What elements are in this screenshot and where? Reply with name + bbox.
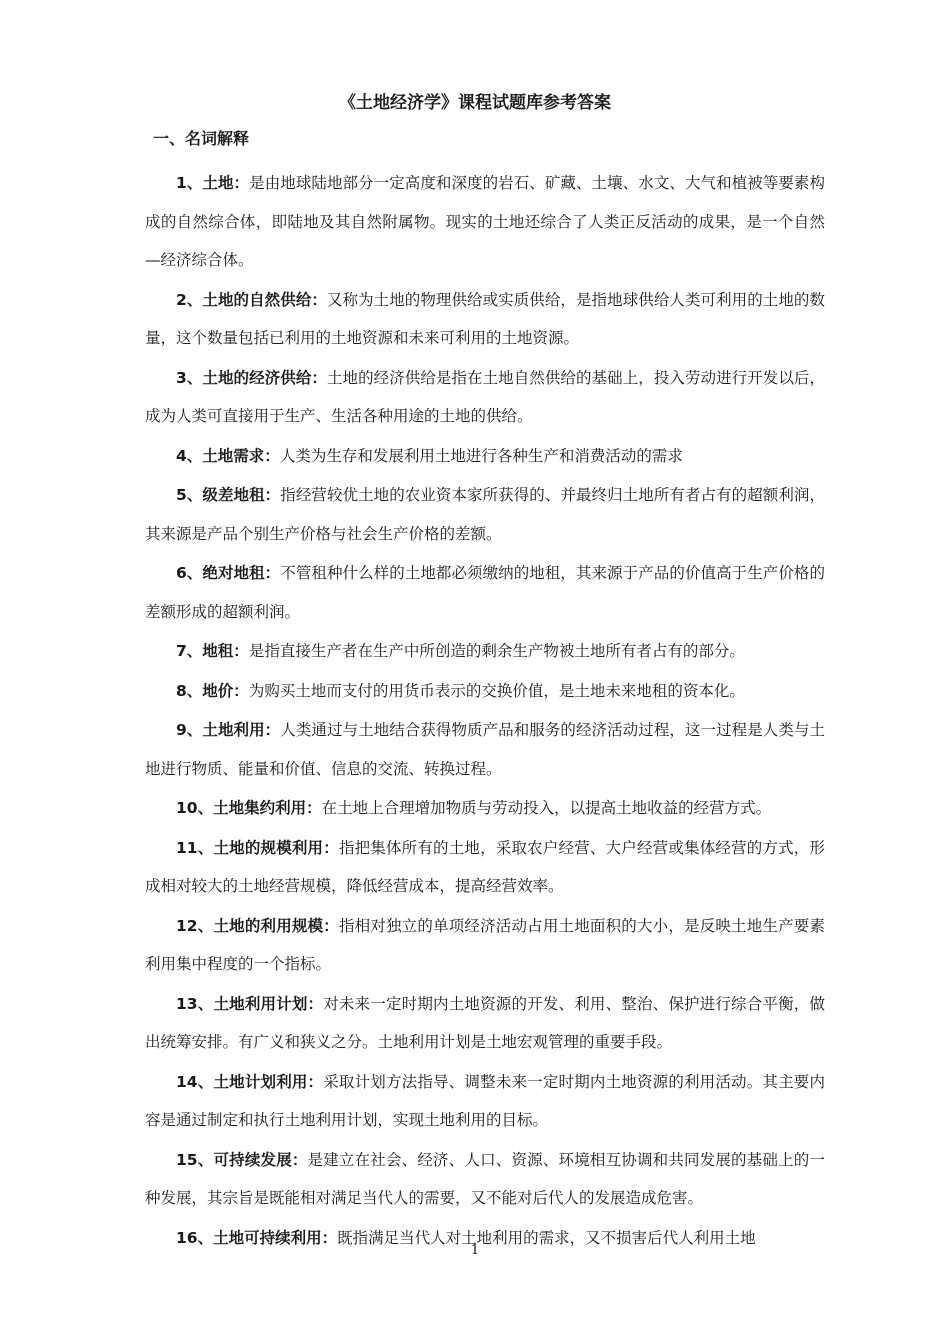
- item-definition: 又称为土地的物理供给或实质供给，是指地球供给人类可利用的土地的数量，这个数量包括已利用的土地资源和未来可利用的土地资源。: [145, 290, 825, 347]
- document-title: 《土地经济学》课程试题库参考答案: [339, 93, 611, 113]
- definition-list: [145, 164, 825, 1258]
- item-definition: 人类为生存和发展利用土地进行各种生产和消费活动的需求: [279, 446, 683, 465]
- item-term: 土地的规模利用：: [213, 838, 339, 857]
- definition-item: [145, 554, 825, 631]
- item-number: 7、: [176, 642, 203, 660]
- item-term: 土地可持续利用：: [213, 1228, 338, 1247]
- definition-item: [145, 632, 825, 671]
- definition-item: [145, 359, 825, 436]
- item-number: 13、: [176, 994, 214, 1013]
- item-term: 绝对地租：: [202, 564, 281, 582]
- item-term: 地价：: [202, 681, 249, 700]
- item-definition: 采取计划方法指导、调整未来一定时期内土地资源的利用活动。其主要内容是通过制定和执行土地利用计划，实现土地利用的目标。: [145, 1072, 825, 1129]
- item-definition: 是指直接生产者在生产中所创造的剩余生产物被土地所有者占有的部分。: [248, 642, 745, 660]
- item-definition: 指经营较优土地的农业资本家所获得的、并最终归土地所有者占有的超额利润，其来源是产品个别生产价格与社会生产价格的差额。: [145, 486, 825, 543]
- item-term: 土地的经济供给：: [202, 368, 327, 387]
- item-number: 15、: [176, 1150, 214, 1169]
- item-number: 8、: [176, 681, 203, 700]
- item-term: 土地的利用规模：: [213, 916, 339, 935]
- item-definition: 是由地球陆地部分一定高度和深度的岩石、矿藏、土壤、水文、大气和植被等要素构成的自然综合体，即陆地及其自然附属物。现实的土地还综合了人类正反活动的成果，是一个自然—经济综合体。: [145, 174, 825, 269]
- item-number: 4、: [176, 446, 203, 465]
- definition-item: [145, 437, 825, 476]
- item-number: 10、: [176, 799, 214, 817]
- page-number: 1: [470, 1243, 480, 1258]
- item-number: 9、: [176, 721, 203, 739]
- item-number: 12、: [176, 916, 214, 935]
- item-definition: 土地的经济供给是指在土地自然供给的基础上，投入劳动进行开发以后，成为人类可直接用于生产、生活各种用途的土地的供给。: [145, 368, 825, 425]
- item-definition: 人类通过与土地结合获得物质产品和服务的经济活动过程，这一过程是人类与土地进行物质、能量和价值、信息的交流、转换过程。: [145, 721, 825, 778]
- definition-item: [145, 985, 825, 1062]
- definition-item: [145, 907, 825, 984]
- item-definition: 既指满足当代人对土地利用的需求，又不损害后代人利用土地: [337, 1228, 756, 1247]
- section-heading: 一、名词解释: [153, 129, 250, 148]
- item-number: 14、: [176, 1072, 214, 1091]
- definition-item: [145, 829, 825, 906]
- item-definition: 为购买土地而支付的用货币表示的交换价值，是土地未来地租的资本化。: [248, 681, 745, 700]
- item-definition: 不管租种什么样的土地都必须缴纳的地租，其来源于产品的价值高于生产价格的差额形成的超额利润。: [145, 564, 825, 621]
- item-definition: 是建立在社会、经济、人口、资源、环境相互协调和共同发展的基础上的一种发展，其宗旨是既能相对满足当代人的需要，又不能对后代人的发展造成危害。: [145, 1150, 825, 1207]
- definition-item: [145, 711, 825, 788]
- item-number: 1、: [176, 174, 203, 192]
- item-definition: 对未来一定时期内土地资源的开发、利用、整治、保护进行综合平衡，做出统筹安排。有广义和狭义之分。土地利用计划是土地宏观管理的重要手段。: [145, 994, 825, 1051]
- item-definition: 在土地上合理增加物质与劳动投入，以提高土地收益的经营方式。: [321, 799, 772, 817]
- item-term: 土地利用计划：: [213, 994, 324, 1013]
- item-term: 土地集约利用：: [213, 799, 322, 817]
- item-number: 11、: [176, 838, 214, 857]
- item-number: 16、: [176, 1228, 214, 1247]
- item-term: 土地计划利用：: [213, 1072, 324, 1091]
- definition-item: [145, 164, 825, 280]
- item-number: 3、: [176, 368, 203, 387]
- item-term: 地租：: [202, 642, 249, 660]
- definition-item: [145, 281, 825, 358]
- item-number: 2、: [176, 290, 203, 309]
- definition-item: [145, 789, 825, 828]
- item-term: 土地：: [202, 174, 250, 192]
- item-definition: 指相对独立的单项经济活动占用土地面积的大小，是反映土地生产要素利用集中程度的一个指标。: [145, 916, 825, 973]
- item-term: 级差地租：: [202, 486, 281, 504]
- item-term: 土地利用：: [202, 721, 281, 739]
- definition-item: [145, 1141, 825, 1218]
- definition-item: [145, 672, 825, 711]
- item-definition: 指把集体所有的土地，采取农户经营、大户经营或集体经营的方式，形成相对较大的土地经营规模，降低经营成本，提高经营效率。: [145, 838, 825, 895]
- item-term: 土地需求：: [202, 446, 280, 465]
- item-number: 6、: [176, 564, 203, 582]
- definition-item: [145, 1063, 825, 1140]
- item-term: 可持续发展：: [213, 1150, 308, 1169]
- item-number: 5、: [176, 486, 203, 504]
- definition-item: [145, 476, 825, 553]
- item-term: 土地的自然供给：: [202, 290, 327, 309]
